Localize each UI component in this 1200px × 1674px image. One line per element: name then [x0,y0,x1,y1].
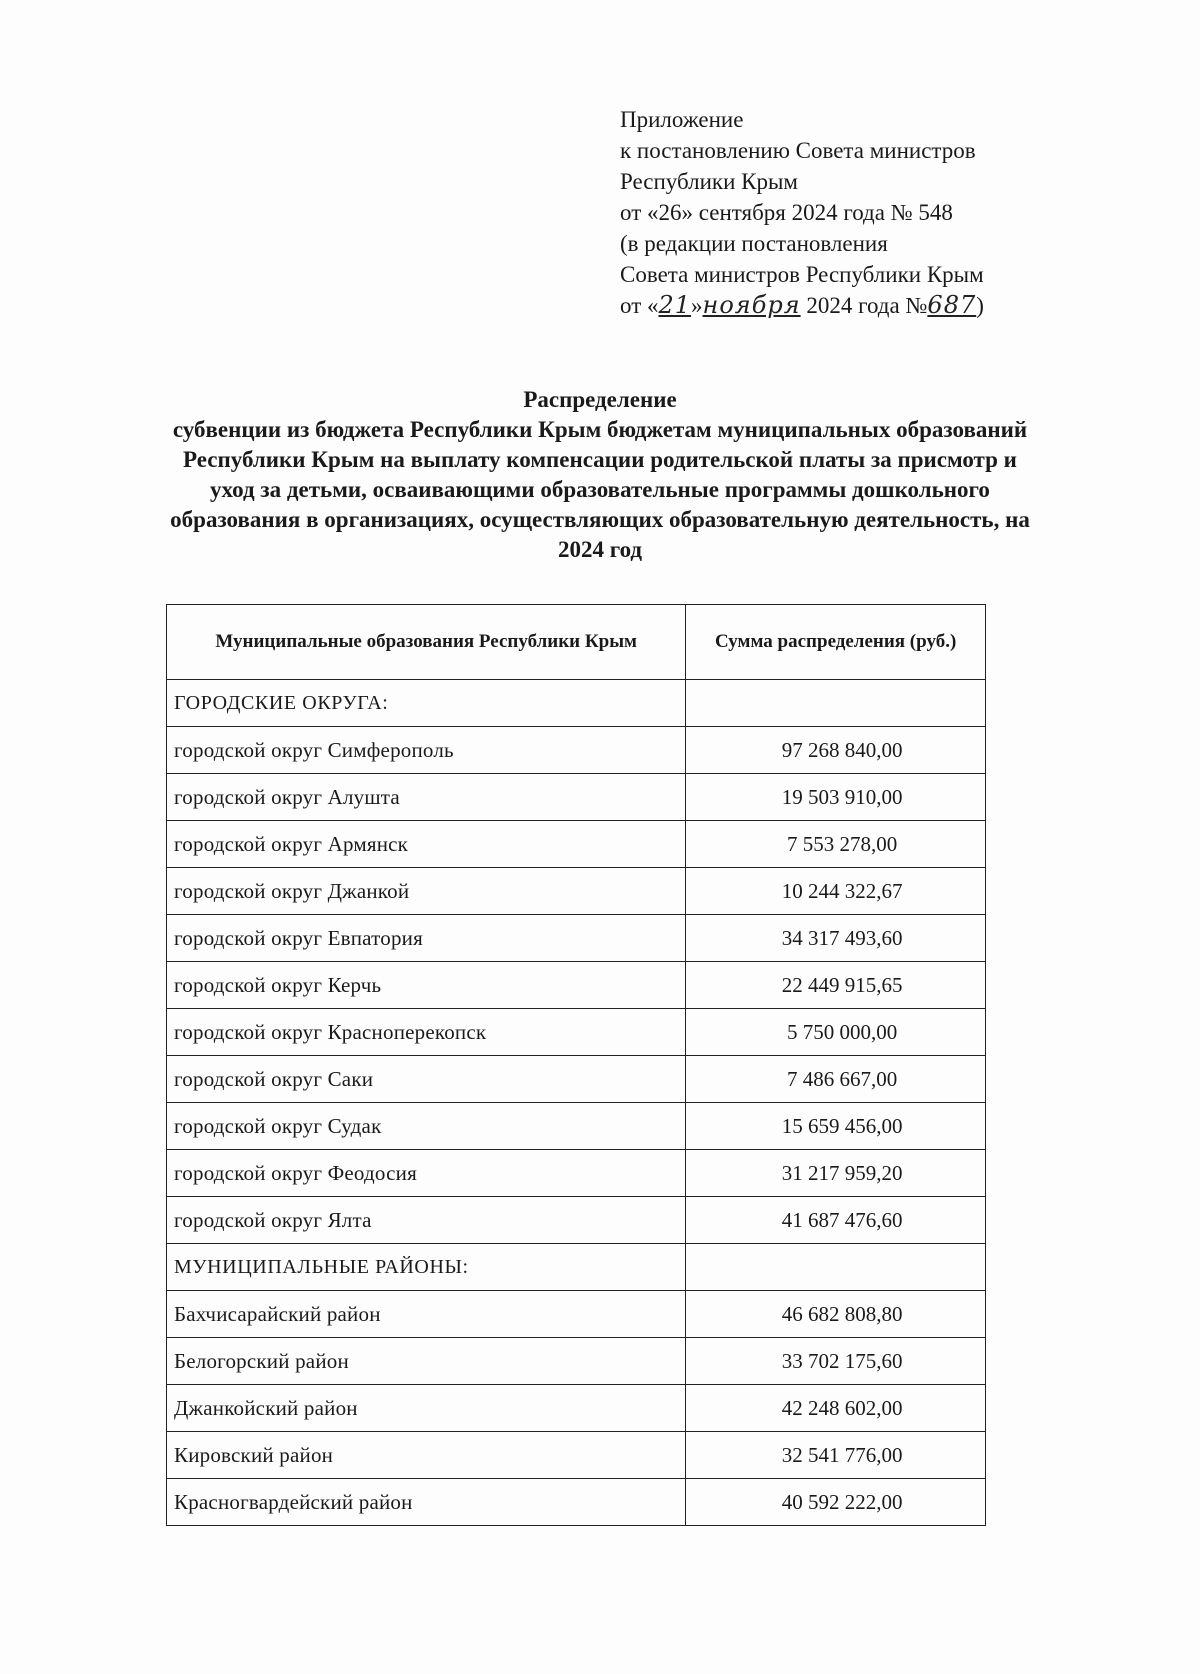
table-row [167,915,986,962]
row-value: 10 244 322,67 [686,868,986,915]
table-row [167,1150,986,1197]
appendix-line-4: от «26» сентября 2024 года № 548 [620,200,953,225]
table-row [167,821,986,868]
row-name: ГОРОДСКИЕ ОКРУГА: [167,680,686,727]
row-value: 40 592 222,00 [686,1479,986,1526]
title-heading: Распределение [523,387,677,412]
row-name: городской округ Джанкой [167,868,686,915]
row-value: 7 486 667,00 [686,1056,986,1103]
appendix-line-6: Совета министров Республики Крым [620,262,984,287]
distribution-table [166,604,986,1526]
row-value: 5 750 000,00 [686,1009,986,1056]
document-title [150,385,1050,565]
row-name: МУНИЦИПАЛЬНЫЕ РАЙОНЫ: [167,1244,686,1291]
table-row-section [167,1244,986,1291]
table-row [167,1056,986,1103]
row-value: 32 541 776,00 [686,1432,986,1479]
row-value: 46 682 808,80 [686,1291,986,1338]
title-body: субвенции из бюджета Республики Крым бюджетам муниципальных образований Республики Крым на выплату компенсации родительской платы за присмотр и уход за детьми, осваивающими образовательные программы дошкольного образования в организациях, осуществляющих образовательную деятельность, на 2024 год [170,417,1030,562]
table-row [167,1291,986,1338]
row-name: городской округ Евпатория [167,915,686,962]
row-name: городской округ Феодосия [167,1150,686,1197]
row-value: 33 702 175,60 [686,1338,986,1385]
table-row-section [167,680,986,727]
appendix-line-7 [620,290,1100,321]
appendix-line-3: Республики Крым [620,169,798,194]
row-name: городской округ Керчь [167,962,686,1009]
row-name: городской округ Ялта [167,1197,686,1244]
row-value: 34 317 493,60 [686,915,986,962]
table-row [167,1338,986,1385]
amendment-date-prefix: от « [620,293,659,318]
table-row [167,1479,986,1526]
row-value: 22 449 915,65 [686,962,986,1009]
row-value [686,1244,986,1291]
appendix-block [620,104,1100,321]
table-row [167,774,986,821]
row-value: 7 553 278,00 [686,821,986,868]
row-value: 42 248 602,00 [686,1385,986,1432]
row-value: 31 217 959,20 [686,1150,986,1197]
row-name: Кировский район [167,1432,686,1479]
handwritten-number: 687 [927,291,977,319]
row-name: городской округ Симферополь [167,727,686,774]
row-value [686,680,986,727]
appendix-line-2: к постановлению Совета министров [620,138,976,163]
row-name: городской округ Саки [167,1056,686,1103]
table-header-row [167,605,986,680]
appendix-line-1: Приложение [620,107,744,132]
header-amount: Сумма распределения (руб.) [686,605,986,680]
row-name: городской округ Алушта [167,774,686,821]
table-row [167,727,986,774]
table-row [167,1432,986,1479]
amendment-date-sep: » [691,293,703,318]
table-row [167,1385,986,1432]
table-row [167,1009,986,1056]
handwritten-day: 21 [658,291,692,319]
table-row [167,868,986,915]
row-name: Бахчисарайский район [167,1291,686,1338]
amendment-year: 2024 года № [800,293,928,318]
row-name: городской округ Судак [167,1103,686,1150]
row-name: Джанкойский район [167,1385,686,1432]
header-municipality: Муниципальные образования Республики Крым [167,605,686,680]
row-name: Белогорский район [167,1338,686,1385]
table-row [167,1103,986,1150]
row-value: 41 687 476,60 [686,1197,986,1244]
handwritten-month: ноября [702,291,801,319]
amendment-suffix: ) [976,293,984,318]
row-value: 19 503 910,00 [686,774,986,821]
row-name: городской округ Красноперекопск [167,1009,686,1056]
table-row [167,962,986,1009]
row-name: городской округ Армянск [167,821,686,868]
appendix-line-5: (в редакции постановления [620,231,888,256]
table-row [167,1197,986,1244]
row-name: Красногвардейский район [167,1479,686,1526]
row-value: 15 659 456,00 [686,1103,986,1150]
row-value: 97 268 840,00 [686,727,986,774]
